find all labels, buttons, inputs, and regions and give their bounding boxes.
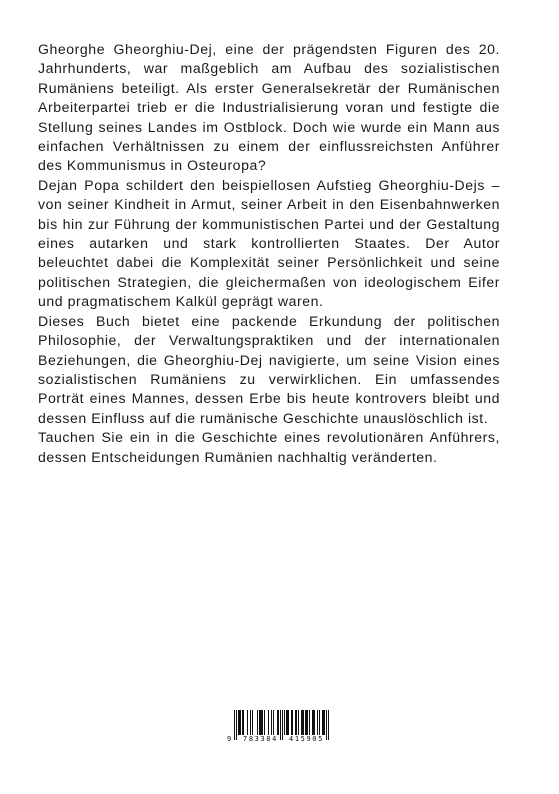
blurb-paragraph-1: Gheorghe Gheorghiu-Dej, eine der prägendsten Figuren des 20. Jahrhunderts, war maßgeblich am Aufbau des sozialistischen Rumäniens beteiligt. Als erster Generalsekretär der Rumänischen Arbeiterpartei trieb er die Industrialisierung voran und festigte die Stellung seines Landes im Ostblock. Doch wie wurde ein Mann aus einfachen Verhältnissen zu einem der einflussreichsten Anführer des Kommunismus in Osteuropa?: [38, 41, 500, 174]
barcode-bar: [252, 710, 253, 735]
barcode-bar: [309, 710, 310, 735]
isbn-lead-digit: 9: [227, 735, 232, 743]
barcode-bar: [268, 710, 269, 735]
isbn-right-group: 415905: [289, 735, 324, 743]
barcode-bar: [273, 710, 274, 735]
barcode-bar: [286, 710, 289, 735]
barcode-bar: [295, 710, 297, 735]
barcode-bar: [264, 710, 265, 735]
barcode-bar: [319, 710, 320, 735]
barcode-bar: [298, 710, 299, 735]
blurb-paragraph-4: Tauchen Sie ein in die Geschichte eines revolutionären Anführers, dessen Entscheidungen Rumänien nachhaltig veränderten.: [38, 429, 500, 465]
barcode-bar: [259, 710, 263, 735]
barcode-bar: [280, 710, 281, 740]
barcode-bar: [322, 710, 325, 735]
isbn-barcode: [226, 710, 334, 746]
back-cover-blurb: [38, 40, 500, 467]
barcode-bar: [238, 710, 241, 735]
barcode-bar: [326, 710, 327, 740]
barcode-bar: [317, 710, 318, 735]
barcode-bar: [291, 710, 293, 735]
barcode-bar: [234, 710, 235, 740]
blurb-paragraph-3: Dieses Buch bietet eine packende Erkundung der politischen Philosophie, der Verwaltungspraktiken und der internationalen Beziehungen, die Gheorghiu-Dej navigierte, um seine Vision eines sozialistischen Rumäniens zu verwirklichen. Ein umfassendes Porträt eines Mannes, dessen Erbe bis heute kontrovers bleibt und dessen Einfluss auf die rumänische Geschichte unauslöschlich ist.: [38, 312, 500, 426]
barcode-bar: [312, 710, 315, 735]
blurb-paragraph-2: Dejan Popa schildert den beispiellosen Aufstieg Gheorghiu-Dejs – von seiner Kindheit in Armut, seiner Arbeit in den Eisenbahnwerken bis hin zur Führung der kommunistischen Partei und der Gestaltung eines autarken und stark kontrollierten Staates. Der Autor beleuchtet dabei die Komplexität seiner Persönlichkeit und seine politischen Strategien, die gleichermaßen von ideologischem Eifer und pragmatischem Kalkül geprägt waren.: [38, 176, 500, 310]
barcode-bar: [301, 710, 304, 735]
isbn-left-group: 783384: [243, 735, 278, 743]
barcode-bar: [271, 710, 272, 735]
barcode-bar: [242, 710, 244, 735]
barcode-bar: [277, 710, 279, 735]
barcode-bar: [282, 710, 283, 740]
barcode-bar: [236, 710, 237, 740]
barcode-bar: [250, 710, 251, 735]
barcode-bar: [305, 710, 308, 735]
barcode-bar: [284, 710, 285, 735]
barcode-bar: [257, 710, 258, 735]
barcode-bar: [328, 710, 329, 740]
barcode-bar: [247, 710, 248, 735]
